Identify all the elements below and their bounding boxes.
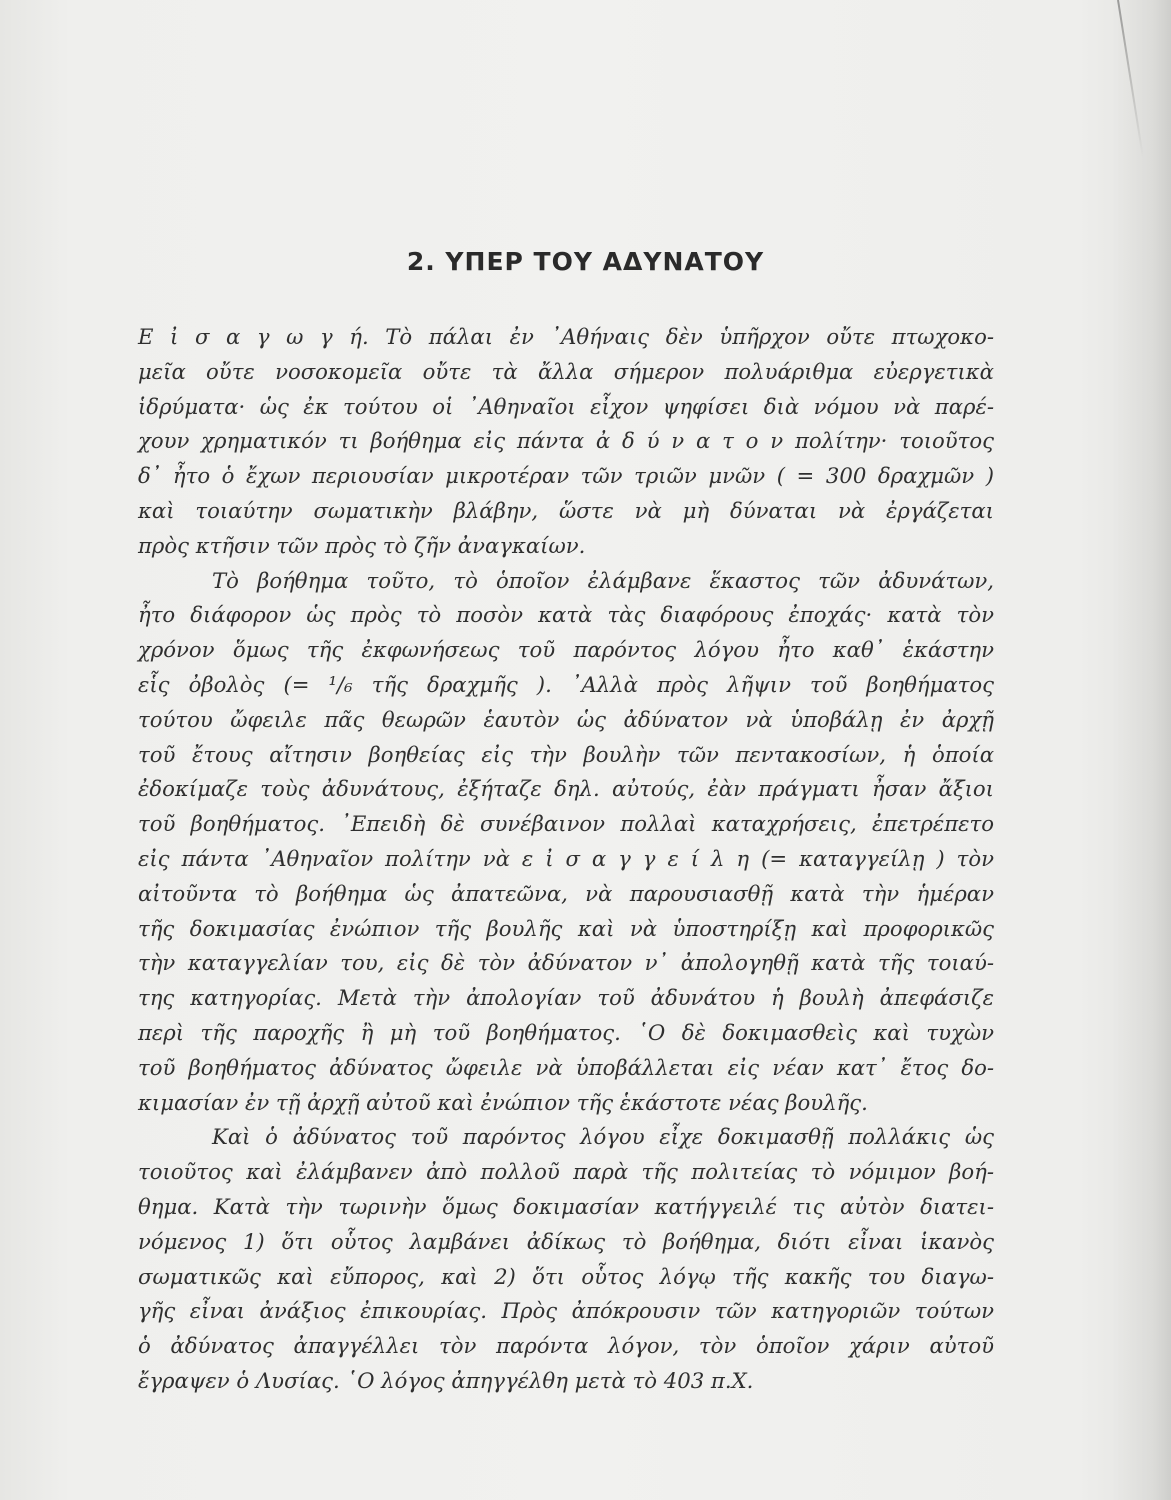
text-line: τοιοῦτος καὶ ἐλάμβανεν ἀπὸ πολλοῦ παρὰ τῆς πολιτείας τὸ νόμιμον βοή- [138,1159,994,1185]
text-line: τῆς δοκιμασίας ἐνώπιον τῆς βουλῆς καὶ νὰ ὑποστηρίξῃ καὶ προφορικῶς [138,915,994,941]
text-line: ὁ ἀδύνατος ἀπαγγέλλει τὸν παρόντα λόγον, τὸν ὁποῖον χάριν αὐτοῦ [138,1333,994,1359]
text-line: Καὶ ὁ ἀδύνατος τοῦ παρόντος λόγου εἶχε δοκιμασθῇ πολλάκις ὡς [212,1124,994,1150]
text-line: ἦτο διάφορον ὡς πρὸς τὸ ποσὸν κατὰ τὰς διαφόρους ἐποχάς· κατὰ τὸν [138,602,994,628]
text-line: Ε ἰ σ α γ ω γ ή. Τὸ πάλαι ἐν ᾿Αθήναις δὲν ὑπῆρχον οὔτε πτωχοκο- [138,324,994,349]
text-line: καὶ τοιαύτην σωματικὴν βλάβην, ὥστε νὰ μὴ δύναται νὰ ἐργάζεται [138,497,994,523]
text-line: τὴν καταγγελίαν του, εἰς δὲ τὸν ἀδύνατον ν᾿ ἀπολογηθῇ κατὰ τῆς τοιαύ- [138,950,994,976]
text-line: τούτου ὤφειλε πᾶς θεωρῶν ἑαυτὸν ὡς ἀδύνατον νὰ ὑποβάλῃ ἐν ἀρχῇ [138,706,994,732]
text-line: χρόνον ὅμως τῆς ἐκφωνήσεως τοῦ παρόντος λόγου ἦτο καθ᾿ ἑκάστην [138,637,994,663]
text-line: θημα. Κατὰ τὴν τωρινὴν ὅμως δοκιμασίαν κατήγγειλέ τις αὐτὸν διατει- [138,1193,994,1219]
body-text [138,320,994,1399]
text-line: χουν χρηματικόν τι βοήθημα εἰς πάντα ἀ δ ύ ν α τ ο ν πολίτην· τοιοῦτος [138,428,994,454]
text-line: Τὸ βοήθημα τοῦτο, τὸ ὁποῖον ἐλάμβανε ἕκαστος τῶν ἀδυνάτων, [212,567,994,593]
text-line: μεῖα οὔτε νοσοκομεῖα οὔτε τὰ ἄλλα σήμερον πολυάριθμα εὐεργετικὰ [138,358,994,384]
text-line: σωματικῶς καὶ εὔπορος, καὶ 2) ὅτι οὗτος λόγῳ τῆς κακῆς του διαγω- [138,1263,994,1289]
text-line: περὶ τῆς παροχῆς ἢ μὴ τοῦ βοηθήματος. ῾Ο δὲ δοκιμασθεὶς καὶ τυχὼν [138,1019,994,1045]
text-line: ἱδρύματα· ὡς ἐκ τούτου οἱ ᾿Αθηναῖοι εἶχον ψηφίσει διὰ νόμου νὰ παρέ- [138,393,994,419]
text-line: κιμασίαν ἐν τῇ ἀρχῇ αὐτοῦ καὶ ἐνώπιον τῆς ἑκάστοτε νέας βουλῆς. [138,1089,868,1115]
text-line: δ᾿ ἦτο ὁ ἔχων περιουσίαν μικροτέραν τῶν τριῶν μνῶν ( = 300 δραχμῶν ) [138,463,994,489]
text-line: τοῦ βοηθήματος ἀδύνατος ὤφειλε νὰ ὑποβάλλεται εἰς νέαν κατ᾿ ἔτος δο- [138,1054,994,1080]
text-line: νόμενος 1) ὅτι οὗτος λαμβάνει ἀδίκως τὸ βοήθημα, διότι εἶναι ἱκανὸς [138,1228,994,1254]
text-line: πρὸς κτῆσιν τῶν πρὸς τὸ ζῆν ἀναγκαίων. [138,532,586,558]
text-line: τοῦ βοηθήματος. ᾿Επειδὴ δὲ συνέβαινον πολλαὶ καταχρήσεις, ἐπετρέπετο [138,811,994,837]
text-line: γῆς εἶναι ἀνάξιος ἐπικουρίας. Πρὸς ἀπόκρουσιν τῶν κατηγοριῶν τούτων [138,1298,994,1324]
text-line: εἰς πάντα ᾿Αθηναῖον πολίτην νὰ ε ἰ σ α γ γ ε ί λ η (= καταγγείλῃ ) τὸν [138,845,994,871]
text-line: ἔγραψεν ὁ Λυσίας. ῾Ο λόγος ἀπηγγέλθη μετὰ τὸ 403 π.Χ. [138,1367,754,1393]
text-line: της κατηγορίας. Μετὰ τὴν ἀπολογίαν τοῦ ἀδυνάτου ἡ βουλὴ ἀπεφάσιζε [138,985,994,1011]
text-line: αἰτοῦντα τὸ βοήθημα ὡς ἀπατεῶνα, νὰ παρουσιασθῇ κατὰ τὴν ἡμέραν [138,880,994,906]
text-line: τοῦ ἔτους αἴτησιν βοηθείας εἰς τὴν βουλὴν τῶν πεντακοσίων, ἡ ὁποία [138,741,994,767]
page-shadow-edge [1111,0,1171,1500]
text-line: ἐδοκίμαζε τοὺς ἀδυνάτους, ἐξήταζε δηλ. αὐτούς, ἐὰν πράγματι ἦσαν ἄξιοι [138,776,994,802]
chapter-title: 2. ΥΠΕΡ ΤΟΥ ΑΔΥΝΑΤΟΥ [406,247,765,276]
text-line: εἷς ὀβολὸς (= ¹/₆ τῆς δραχμῆς ). ᾿Αλλὰ πρὸς λῆψιν τοῦ βοηθήματος [138,671,994,697]
